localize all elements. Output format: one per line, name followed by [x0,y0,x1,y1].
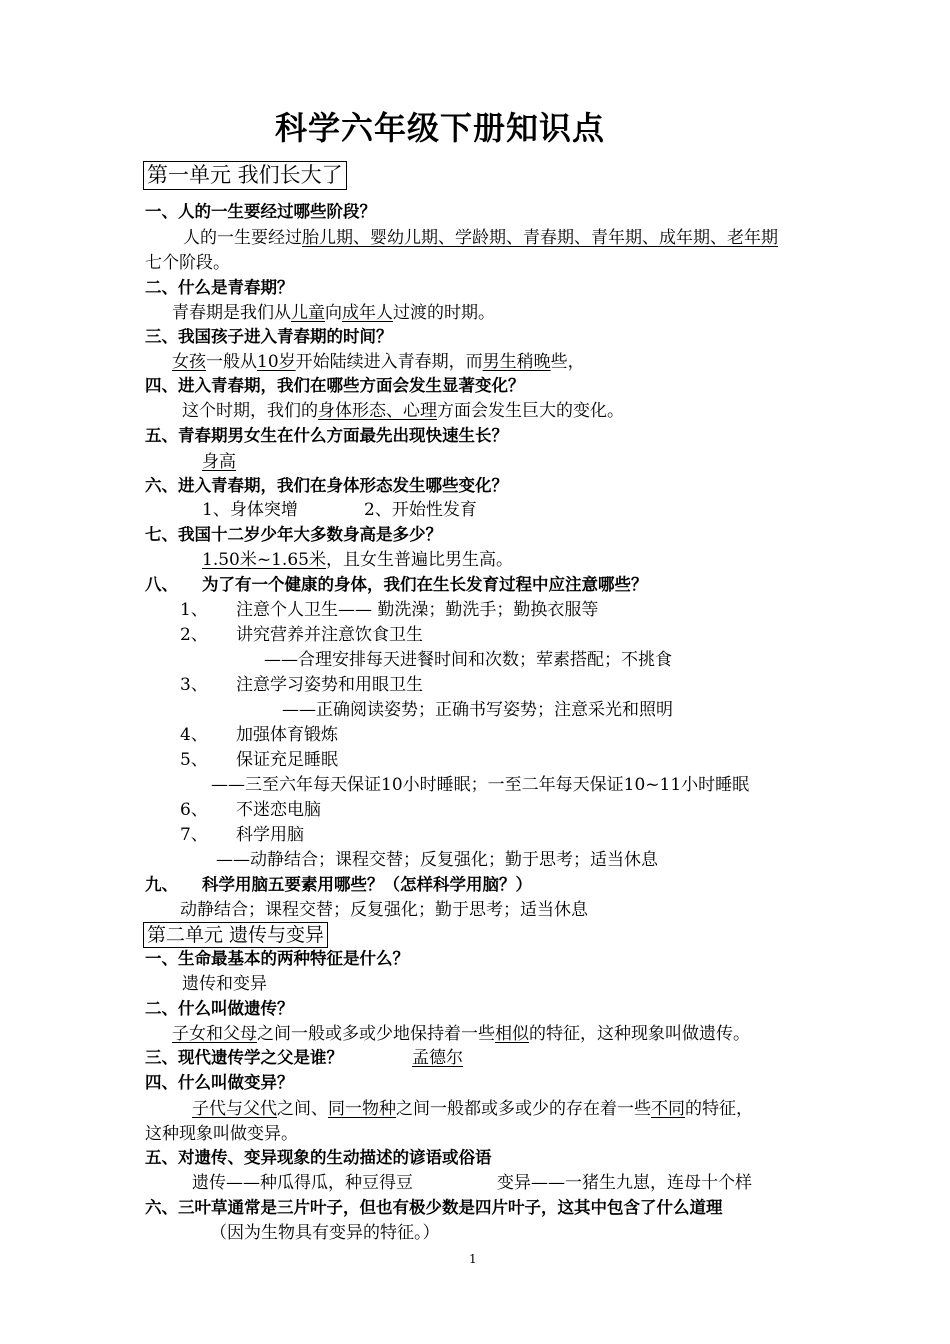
unit1-a4: 这个时期，我们的身体形态、心理方面会发生巨大的变化。 [182,401,624,421]
unit1-q9-num: 九、 [145,875,178,894]
unit1-q3: 三、我国孩子进入青春期的时间？ [145,327,393,346]
unit1-q6: 六、进入青春期，我们在身体形态发生哪些变化？ [145,476,508,495]
item-sub: ——正确阅读姿势；正确书写姿势；注意采光和照明 [282,700,673,720]
item-text: 注意个人卫生—— 勤洗澡；勤洗手；勤换衣服等 [236,600,599,620]
unit1-a6-2: 2、开始性发育 [364,500,477,520]
unit1-a7: 1.50米~1.65米，且女生普遍比男生高。 [202,550,513,570]
item-sub: ——合理安排每天进餐时间和次数；荤素搭配；不挑食 [264,650,672,670]
unit2-a6: （因为生物具有变异的特征。） [210,1223,440,1243]
item-text: 科学用脑 [236,825,304,845]
item-text: 加强体育锻炼 [236,725,338,745]
unit1-q8-num: 八、 [145,575,178,594]
unit2-q3: 三、现代遗传学之父是谁？ [145,1048,343,1067]
unit1-a5: 身高 [202,452,236,472]
unit2-q5: 五、对遗传、变异现象的生动描述的谚语或俗语 [145,1148,492,1167]
unit1-a3: 女孩一般从10岁开始陆续进入青春期，而男生稍晚些， [172,352,585,372]
item-num: 3、 [180,675,208,695]
unit2-a4-line2: 这种现象叫做变异。 [145,1124,298,1144]
item-num: 4、 [180,725,208,745]
item-num: 7、 [180,825,208,845]
unit2-heading: 第二单元 遗传与变异 [143,922,328,948]
item-num: 5、 [180,750,208,770]
item-sub: ——三至六年每天保证10小时睡眠；一至二年每天保证10~11小时睡眠 [211,775,750,795]
unit2-q4: 四、什么叫做变异？ [145,1073,294,1092]
unit1-q2: 二、什么是青春期？ [145,278,294,297]
unit2-q1: 一、生命最基本的两种特征是什么？ [145,949,409,968]
unit1-a9: 动静结合；课程交替；反复强化；勤于思考；适当休息 [180,900,588,920]
unit1-heading: 第一单元 我们长大了 [143,161,347,190]
unit1-a1: 人的一生要经过胎儿期、婴幼儿期、学龄期、青春期、青年期、成年期、老年期 [183,228,778,248]
item-num: 1、 [180,600,208,620]
unit2-a3: 孟德尔 [412,1048,463,1068]
unit1-q8: 为了有一个健康的身体，我们在生长发育过程中应注意哪些？ [202,575,648,594]
unit1-a2: 青春期是我们从儿童向成年人过渡的时期。 [172,303,495,323]
unit2-a4: 子代与父代之间、同一物种之间一般都或多或少的存在着一些不同的特征， [192,1099,753,1119]
unit2-a5-variation: 变异——一猪生九崽，连母十个样 [497,1173,752,1193]
unit2-a2: 子女和父母之间一般或多或少地保持着一些相似的特征，这种现象叫做遗传。 [172,1024,750,1044]
unit2-a5-heredity: 遗传——种瓜得瓜，种豆得豆 [192,1173,413,1193]
item-num: 6、 [180,800,208,820]
page-title: 科学六年级下册知识点 [274,109,605,147]
item-text: 不迷恋电脑 [236,800,321,820]
unit2-a1: 遗传和变异 [182,974,267,994]
unit1-q4: 四、进入青春期，我们在哪些方面会发生显著变化？ [145,376,525,395]
stages-list: 胎儿期、婴幼儿期、学龄期、青春期、青年期、成年期、老年期 [302,228,778,248]
unit2-q6: 六、三叶草通常是三片叶子，但也有极少数是四片叶子，这其中包含了什么道理 [145,1198,723,1217]
unit1-q1: 一、人的一生要经过哪些阶段？ [145,202,376,221]
unit1-q9: 科学用脑五要素用哪些？（怎样科学用脑？） [202,875,532,894]
unit1-a6-1: 1、身体突增 [202,500,298,520]
unit1-q5: 五、青春期男女生在什么方面最先出现快速生长？ [145,426,508,445]
unit2-q2: 二、什么叫做遗传？ [145,999,294,1018]
item-num: 2、 [180,625,208,645]
item-text: 讲究营养并注意饮食卫生 [236,625,423,645]
unit1-a1-end: 七个阶段。 [145,253,230,273]
item-text: 注意学习姿势和用眼卫生 [236,675,423,695]
item-text: 保证充足睡眠 [236,750,338,770]
item-sub: ——动静结合；课程交替；反复强化；勤于思考；适当休息 [216,850,658,870]
unit1-q7: 七、我国十二岁少年大多数身高是多少？ [145,525,442,544]
page-number: 1 [469,1252,477,1266]
